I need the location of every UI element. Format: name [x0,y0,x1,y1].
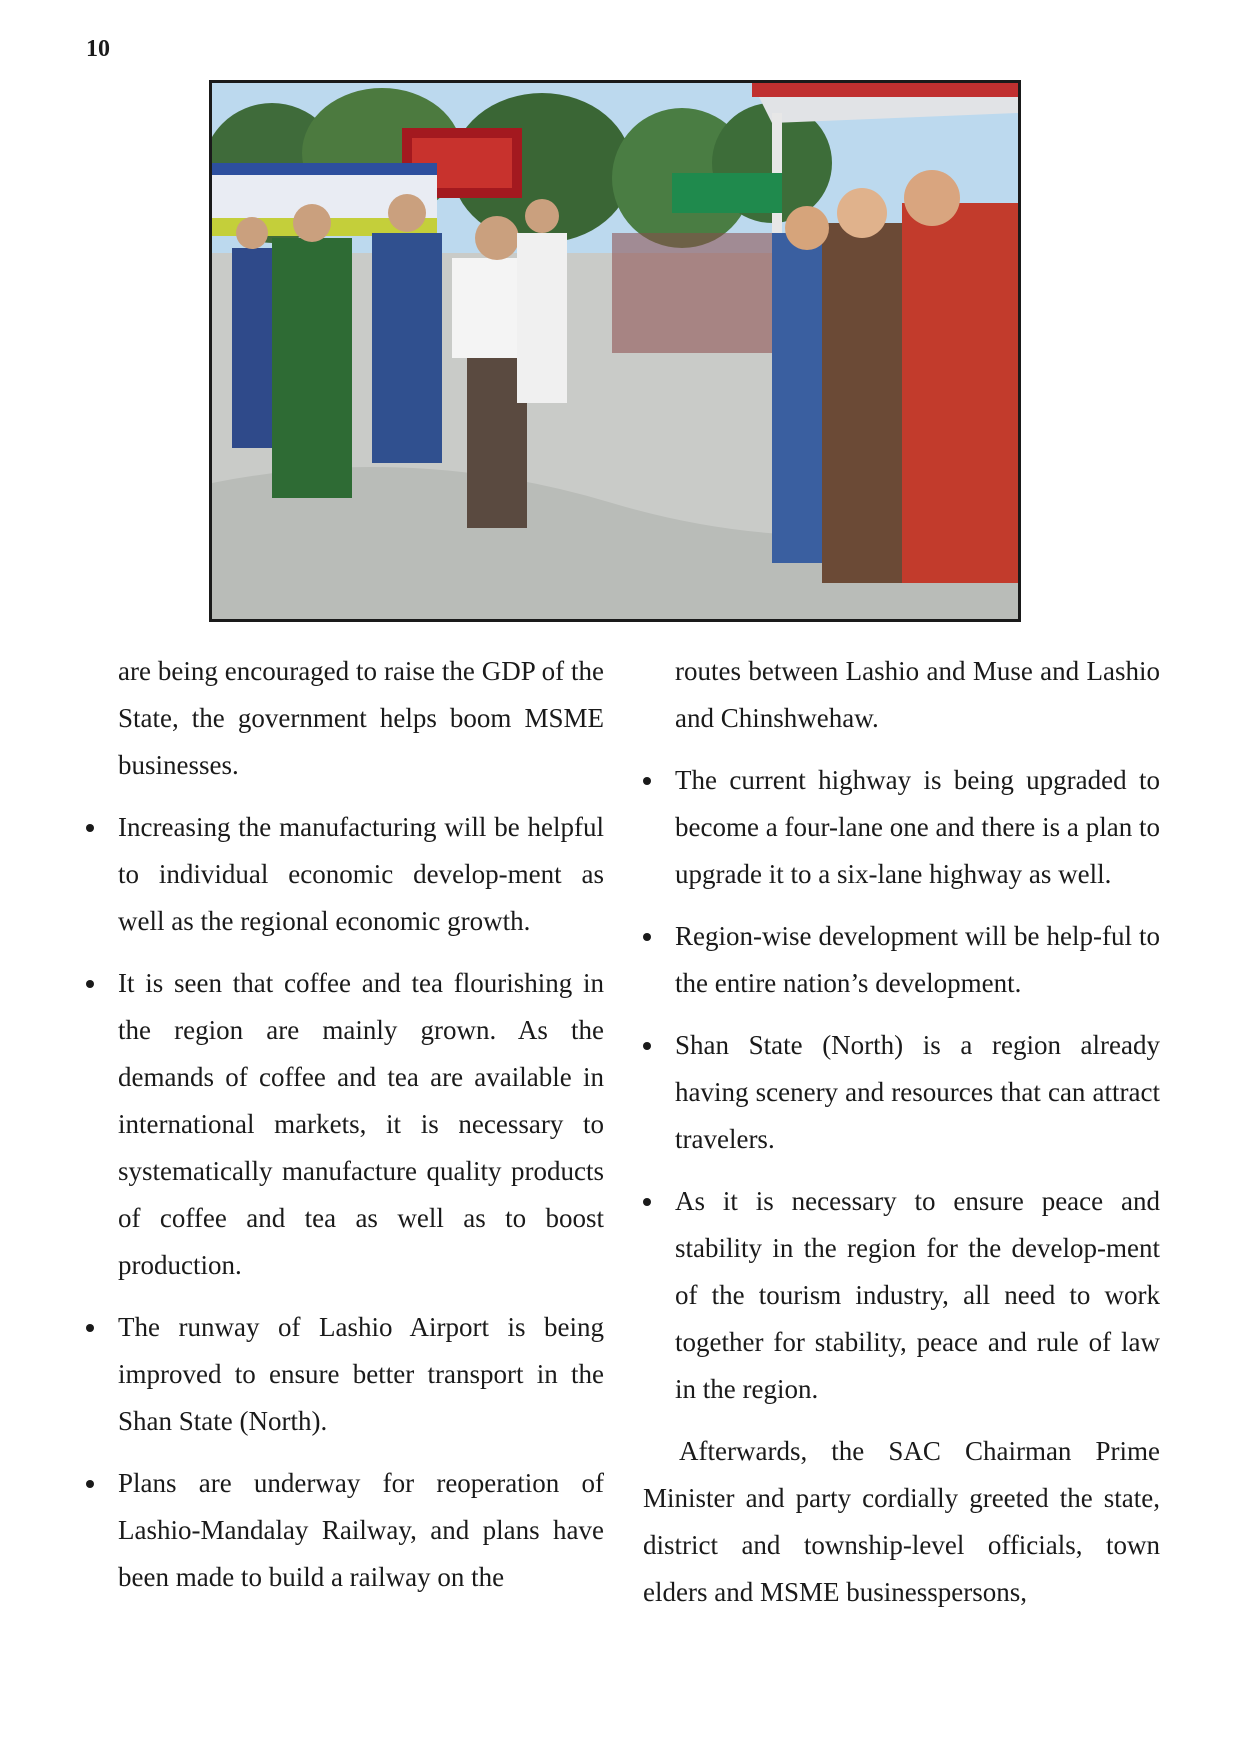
list-item: It is seen that coffee and tea flourishing in the region are mainly grown. As the demands of coffee and tea are available in international markets, it is necessary to systematically manufacture quality products of coffee and tea as well as to boost production. [86,960,604,1289]
closing-paragraph: Afterwards, the SAC Chairman Prime Minister and party cordially greeted the state, district and township-level officials, town elders and MSME businesspersons, [643,1436,1160,1607]
list-item: As it is necessary to ensure peace and stability in the region for the develop-ment of the tourism industry, all need to work together for stability, peace and rule of law in the region. [643,1178,1160,1413]
left-column [86,648,604,1601]
list-item: Plans are underway for reoperation of Lashio-Mandalay Railway, and plans have been made to build a railway on the [86,1460,604,1601]
photo-officials-greeting-group [212,83,1018,619]
list-item: Region-wise development will be help-ful to the entire nation’s development. [643,913,1160,1007]
list-item: Shan State (North) is a region already having scenery and resources that can attract travelers. [643,1022,1160,1163]
bullet-list [86,804,604,1601]
list-item: The runway of Lashio Airport is being improved to ensure better transport in the Shan State (North). [86,1304,604,1445]
bullet-list [643,757,1160,1413]
list-item: Increasing the manufacturing will be helpful to individual economic develop-ment as well as the regional economic growth. [86,804,604,945]
continuation-text: routes between Lashio and Muse and Lashio and Chinshwehaw. [675,656,1160,733]
continuation-text: are being encouraged to raise the GDP of the State, the government helps boom MSME businesses. [118,656,604,780]
page-number: 10 [86,36,110,62]
list-item: The current highway is being upgraded to become a four-lane one and there is a plan to upgrade it to a six-lane highway as well. [643,757,1160,898]
news-photo [209,80,1021,622]
right-column [643,648,1160,1616]
